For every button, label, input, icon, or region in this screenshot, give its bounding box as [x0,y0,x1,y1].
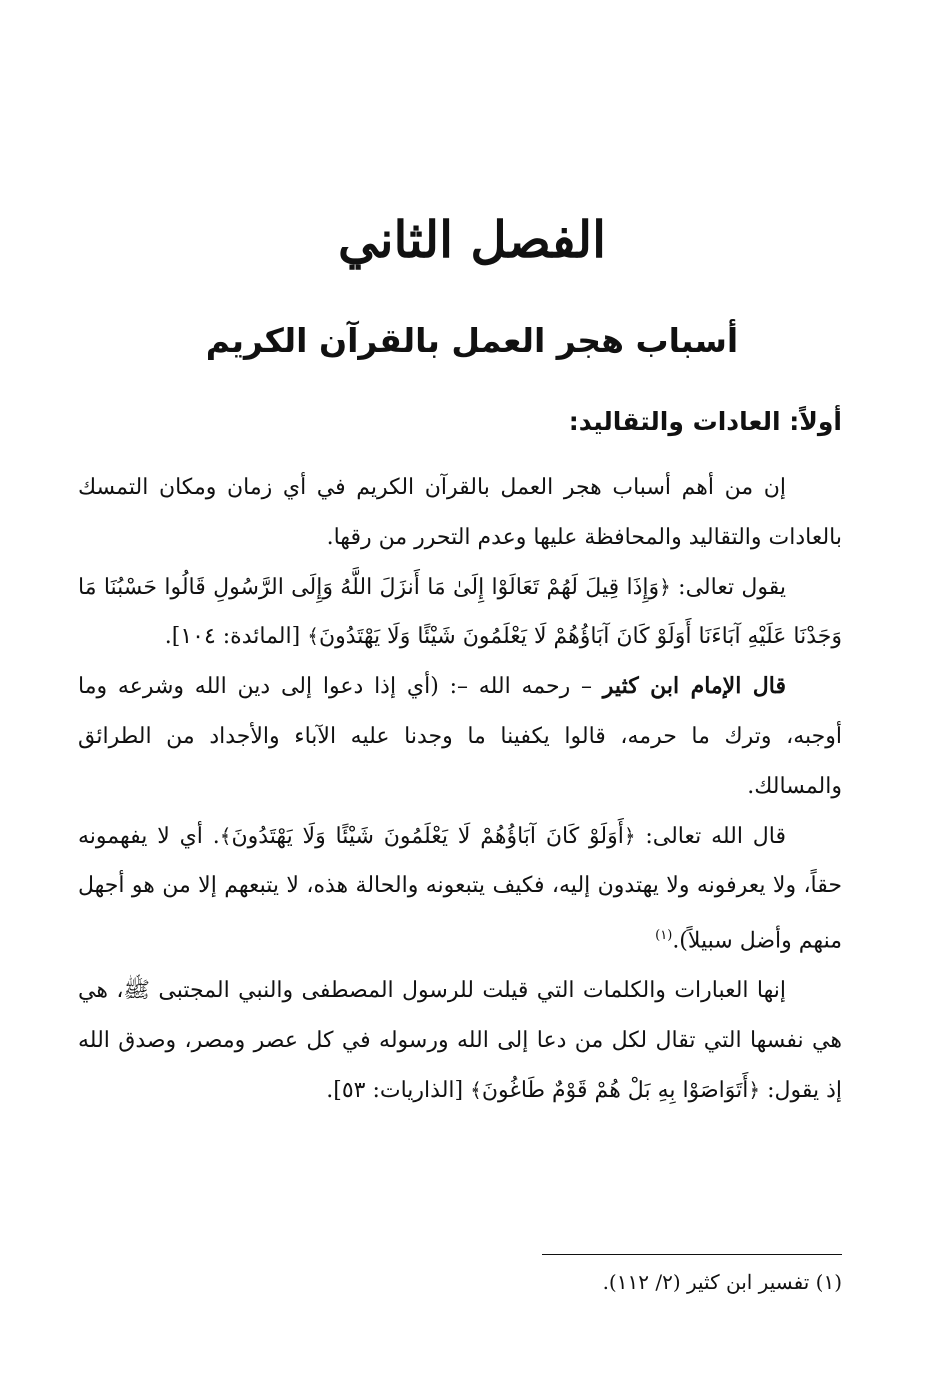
paragraph-3-lead: قال الإمام ابن كثير [602,673,787,700]
ayah-open-ornament: ﴿ [748,1077,761,1102]
ayah-close-ornament: ﴾ [307,624,319,649]
footnote-divider [542,1254,842,1255]
paragraph-5-text: إنها العبارات والكلمات التي قيلت للرسول المصطفى والنبي المجتبى ﷺ، هي هي نفسها التي تقال لكل من دعا إلى الله ورسوله في كل عصر ومصر، وصدق الله إذ يقول: [78,978,842,1103]
verse-reference-maida: [المائدة: ١٠٤]. [164,624,301,650]
paragraph-2-lead: يقول تعالى: [678,574,787,600]
ayah-open-ornament: ﴿ [659,574,671,599]
verse-reference-dhariyat: [الذاريات: ٥٣]. [326,1077,464,1103]
paragraph-4-text: . أي لا يفهمونه حقاً، ولا يعرفونه ولا يهتدون إليه، فكيف يتبعونه والحالة هذه، لا يتبعهم إلا من هو أجهل منهم وأضل سبيلاً). [78,823,842,954]
ayah-close-ornament: ﴾ [219,823,232,848]
quran-verse-maida: وَإِذَا قِيلَ لَهُمْ تَعَالَوْا إِلَىٰ مَا أَنزَلَ اللَّهُ وَإِلَى الرَّسُولِ قَالُوا حَسْبُنَا مَا وَجَدْنَا عَلَيْهِ آبَاءَنَا أَوَلَوْ كَانَ آبَاؤُهُمْ لَا يَعْلَمُونَ شَيْئًا وَلَا يَهْتَدُونَ [78,574,842,650]
paragraph-5 [78,966,842,1115]
footnote-marker[interactable]: (١) [655,928,673,944]
paragraph-1 [78,463,842,563]
paragraph-3-text: – رحمه الله –: (أي إذا دعوا إلى دين الله وشرعه وما أوجبه، وترك ما حرمه، قالوا يكفينا ما وجدنا عليه الآباء والأجداد من الطرائق والمسالك. [78,674,842,799]
paragraph-1-text: إن من أهم أسباب هجر العمل بالقرآن الكريم في أي زمان ومكان التمسك بالعادات والتقاليد والمحافظة عليها وعدم التحرر من رقها. [78,475,842,550]
paragraph-4 [78,812,842,967]
ayah-close-ornament: ﴾ [470,1077,482,1102]
paragraph-4-lead: قال الله تعالى: [645,823,786,849]
body-text [78,463,842,1116]
footnote-1: (١) تفسير ابن كثير (٢/ ١١٢). [602,1270,842,1294]
paragraph-2 [78,563,842,663]
quran-verse-dhariyat: أَتَوَاصَوْا بِهِ بَلْ هُمْ قَوْمٌ طَاغُونَ [481,1077,749,1103]
ayah-open-ornament: ﴿ [623,823,636,848]
chapter-title: الفصل الثاني [337,210,607,269]
chapter-subtitle: أسباب هجر العمل بالقرآن الكريم [205,321,739,360]
paragraph-3 [78,662,842,811]
section-heading: أولاً: العادات والتقاليد: [568,407,842,436]
quran-verse-abaa: أَوَلَوْ كَانَ آبَاؤُهُمْ لَا يَعْلَمُونَ شَيْئًا وَلَا يَهْتَدُونَ [231,823,624,849]
